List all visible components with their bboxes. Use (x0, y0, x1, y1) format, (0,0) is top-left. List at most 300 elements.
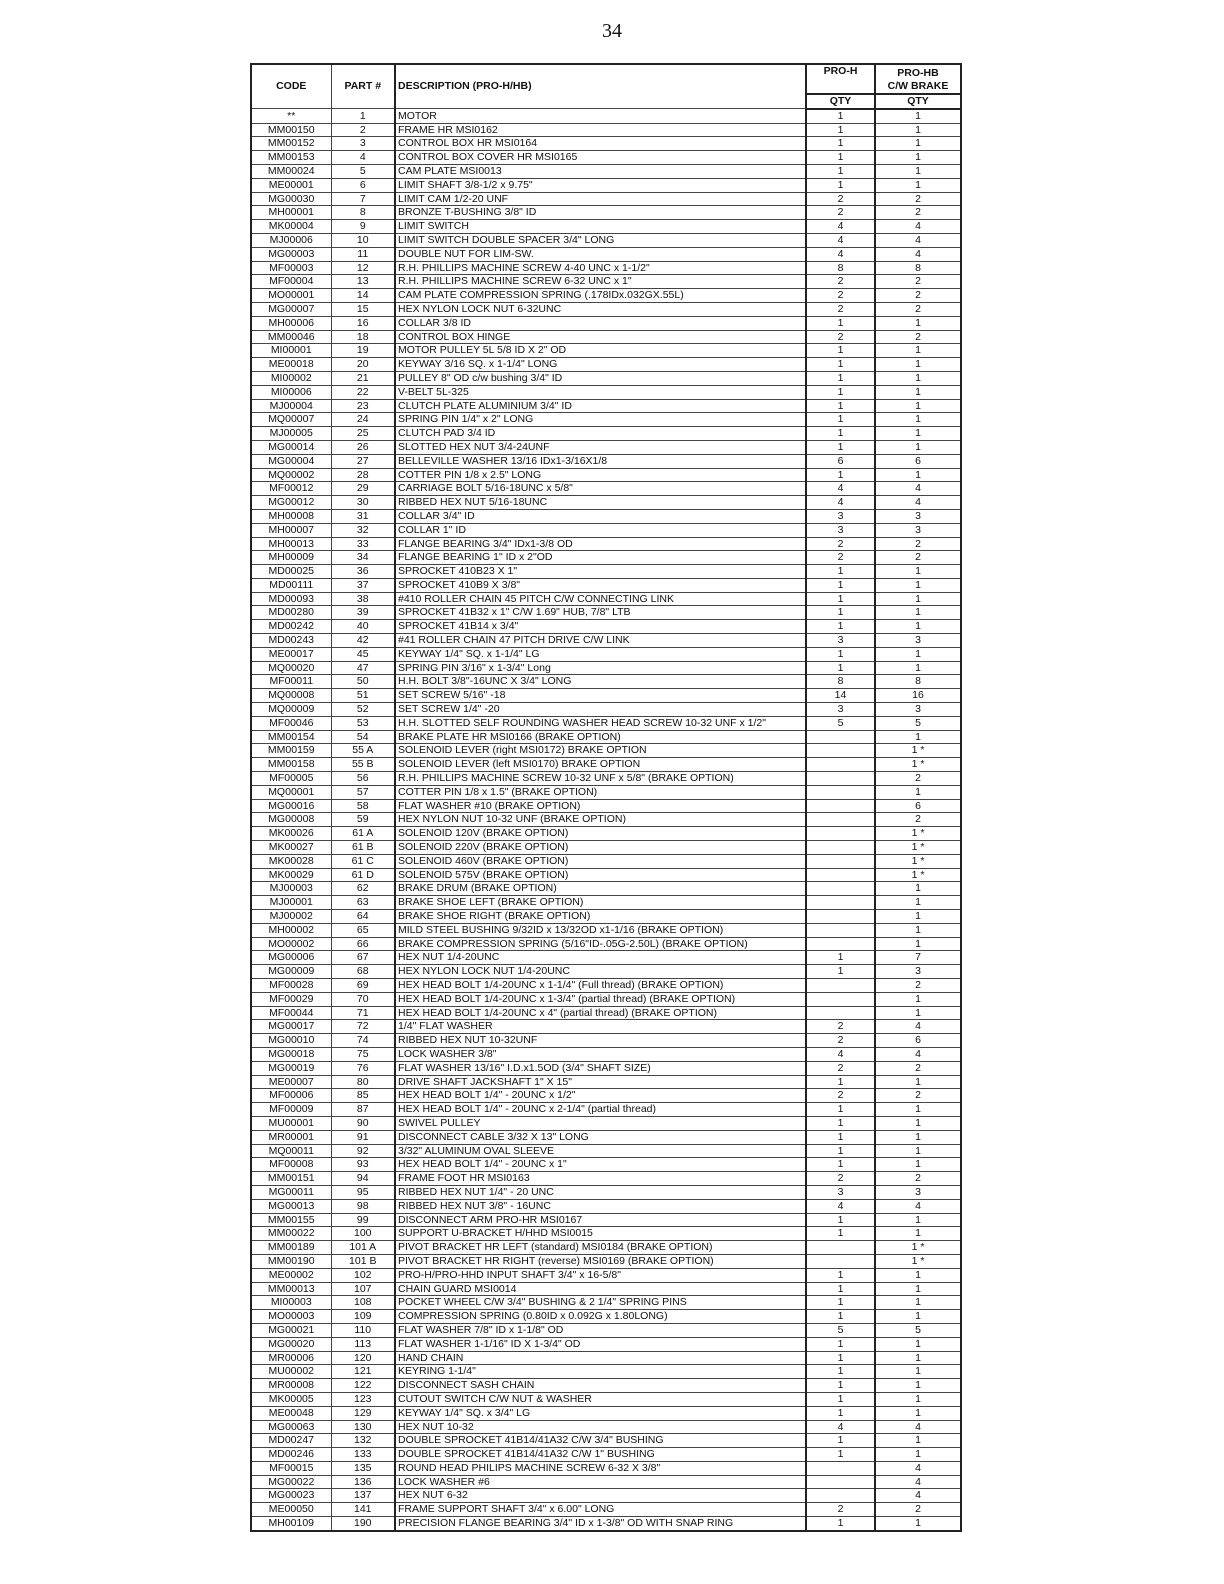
part-number: 70 (331, 992, 395, 1006)
qty-pro-hb: 1 (875, 1448, 961, 1462)
part-description: SWIVEL PULLEY (395, 1116, 806, 1130)
table-row (251, 799, 961, 813)
part-number: 58 (331, 799, 395, 813)
part-number: 18 (331, 330, 395, 344)
qty-pro-hb: 1 (875, 1227, 961, 1241)
part-description: CAM PLATE MSI0013 (395, 164, 806, 178)
qty-pro-hb: 1 (875, 1103, 961, 1117)
table-row (251, 592, 961, 606)
qty-pro-h: 1 (806, 1517, 875, 1531)
qty-pro-hb: 1 (875, 620, 961, 634)
part-number: 7 (331, 192, 395, 206)
table-row (251, 1296, 961, 1310)
part-description: COTTER PIN 1/8 x 1.5" (BRAKE OPTION) (395, 785, 806, 799)
part-number: 74 (331, 1034, 395, 1048)
part-number: 16 (331, 316, 395, 330)
qty-pro-hb: 1 (875, 178, 961, 192)
part-code: MG00011 (251, 1185, 331, 1199)
part-description: R.H. PHILLIPS MACHINE SCREW 4-40 UNC x 1-1/2" (395, 261, 806, 275)
qty-pro-h: 2 (806, 1172, 875, 1186)
table-row (251, 1075, 961, 1089)
qty-pro-h: 1 (806, 965, 875, 979)
part-description: CONTROL BOX HR MSI0164 (395, 137, 806, 151)
part-description: #41 ROLLER CHAIN 47 PITCH DRIVE C/W LINK (395, 634, 806, 648)
part-number: 123 (331, 1392, 395, 1406)
qty-pro-hb: 1 (875, 1337, 961, 1351)
part-number: 102 (331, 1268, 395, 1282)
part-description: H.H. SLOTTED SELF ROUNDING WASHER HEAD SCREW 10-32 UNF x 1/2" (395, 716, 806, 730)
part-description: LIMIT SHAFT 3/8-1/2 x 9.75" (395, 178, 806, 192)
part-code: MH00009 (251, 551, 331, 565)
table-row (251, 1061, 961, 1075)
part-code: MF00029 (251, 992, 331, 1006)
qty-pro-hb: 1 * (875, 744, 961, 758)
part-code: MU00001 (251, 1116, 331, 1130)
qty-pro-hb: 1 (875, 1213, 961, 1227)
qty-pro-hb: 2 (875, 813, 961, 827)
qty-pro-h: 1 (806, 606, 875, 620)
qty-pro-hb: 4 (875, 220, 961, 234)
part-code: MG00030 (251, 192, 331, 206)
part-code: MO00001 (251, 289, 331, 303)
qty-pro-hb: 1 (875, 1379, 961, 1393)
qty-pro-hb: 4 (875, 1489, 961, 1503)
qty-pro-h: 1 (806, 1434, 875, 1448)
part-number: 47 (331, 661, 395, 675)
qty-pro-h (806, 1461, 875, 1475)
qty-pro-hb: 1 (875, 1365, 961, 1379)
part-number: 8 (331, 206, 395, 220)
part-description: HEX NUT 6-32 (395, 1489, 806, 1503)
part-number: 120 (331, 1351, 395, 1365)
part-description: COMPRESSION SPRING (0.80ID x 0.092G x 1.80LONG) (395, 1310, 806, 1324)
part-number: 66 (331, 937, 395, 951)
qty-pro-h: 2 (806, 330, 875, 344)
qty-pro-hb: 1 (875, 992, 961, 1006)
part-code: MG00010 (251, 1034, 331, 1048)
part-description: SPROCKET 41B14 x 3/4" (395, 620, 806, 634)
part-description: FLAT WASHER 7/8" ID x 1-1/8" OD (395, 1323, 806, 1337)
part-code: MG00023 (251, 1489, 331, 1503)
part-number: 14 (331, 289, 395, 303)
qty-pro-h (806, 785, 875, 799)
table-row (251, 716, 961, 730)
part-description: SOLENOID 460V (BRAKE OPTION) (395, 854, 806, 868)
part-code: MR00001 (251, 1130, 331, 1144)
part-number: 28 (331, 468, 395, 482)
part-code: MQ00001 (251, 785, 331, 799)
part-description: LIMIT SWITCH (395, 220, 806, 234)
table-row (251, 289, 961, 303)
qty-pro-hb: 1 (875, 1158, 961, 1172)
table-row (251, 164, 961, 178)
part-code: MM00154 (251, 730, 331, 744)
part-description: COLLAR 3/4" ID (395, 509, 806, 523)
qty-pro-h: 1 (806, 1351, 875, 1365)
qty-pro-h: 1 (806, 1448, 875, 1462)
part-description: R.H. PHILLIPS MACHINE SCREW 10-32 UNF x 5/8" (BRAKE OPTION) (395, 772, 806, 786)
qty-pro-h: 2 (806, 1089, 875, 1103)
part-code: MG00063 (251, 1420, 331, 1434)
qty-pro-hb: 3 (875, 703, 961, 717)
part-code: MK00026 (251, 827, 331, 841)
part-description: DOUBLE SPROCKET 41B14/41A32 C/W 1" BUSHING (395, 1448, 806, 1462)
qty-pro-h: 1 (806, 123, 875, 137)
qty-pro-h: 1 (806, 592, 875, 606)
qty-pro-hb: 4 (875, 1020, 961, 1034)
table-row (251, 1034, 961, 1048)
part-description: MILD STEEL BUSHING 9/32ID x 13/32OD x1-1/16 (BRAKE OPTION) (395, 923, 806, 937)
qty-pro-hb: 1 (875, 385, 961, 399)
table-row (251, 123, 961, 137)
part-description: FRAME FOOT HR MSI0163 (395, 1172, 806, 1186)
part-description: SET SCREW 5/16" -18 (395, 689, 806, 703)
part-number: 30 (331, 496, 395, 510)
part-code: MJ00001 (251, 896, 331, 910)
table-row (251, 1517, 961, 1531)
qty-pro-hb: 1 (875, 882, 961, 896)
table-row (251, 1158, 961, 1172)
part-number: 91 (331, 1130, 395, 1144)
qty-pro-h: 2 (806, 1061, 875, 1075)
part-description: PIVOT BRACKET HR RIGHT (reverse) MSI0169 (BRAKE OPTION) (395, 1254, 806, 1268)
part-code: MU00002 (251, 1365, 331, 1379)
part-code: ** (251, 109, 331, 123)
part-number: 50 (331, 675, 395, 689)
part-description: #410 ROLLER CHAIN 45 PITCH C/W CONNECTING LINK (395, 592, 806, 606)
table-row (251, 233, 961, 247)
qty-pro-hb: 1 * (875, 854, 961, 868)
part-code: MG00013 (251, 1199, 331, 1213)
part-number: 20 (331, 358, 395, 372)
qty-pro-hb: 1 (875, 151, 961, 165)
qty-pro-hb: 1 (875, 1268, 961, 1282)
part-description: CARRIAGE BOLT 5/16-18UNC x 5/8" (395, 482, 806, 496)
qty-pro-h: 2 (806, 1020, 875, 1034)
qty-pro-hb: 2 (875, 192, 961, 206)
part-number: 107 (331, 1282, 395, 1296)
qty-pro-h: 6 (806, 454, 875, 468)
qty-pro-hb: 1 (875, 578, 961, 592)
qty-pro-hb: 1 (875, 661, 961, 675)
qty-pro-h: 4 (806, 220, 875, 234)
qty-pro-hb: 2 (875, 772, 961, 786)
part-description: BRONZE T-BUSHING 3/8" ID (395, 206, 806, 220)
table-row (251, 344, 961, 358)
qty-pro-h: 1 (806, 565, 875, 579)
table-row (251, 744, 961, 758)
qty-pro-hb: 8 (875, 261, 961, 275)
part-number: 137 (331, 1489, 395, 1503)
part-code: MG00014 (251, 440, 331, 454)
part-number: 76 (331, 1061, 395, 1075)
part-code: MH00013 (251, 537, 331, 551)
qty-pro-hb: 1 * (875, 841, 961, 855)
part-description: HEX NYLON NUT 10-32 UNF (BRAKE OPTION) (395, 813, 806, 827)
part-code: ME00002 (251, 1268, 331, 1282)
part-number: 61 C (331, 854, 395, 868)
table-row (251, 178, 961, 192)
table-row (251, 537, 961, 551)
part-code: MF00008 (251, 1158, 331, 1172)
qty-pro-hb: 1 * (875, 868, 961, 882)
part-description: CLUTCH PAD 3/4 ID (395, 427, 806, 441)
part-code: MD00243 (251, 634, 331, 648)
part-number: 135 (331, 1461, 395, 1475)
part-description: COLLAR 3/8 ID (395, 316, 806, 330)
parts-table (250, 63, 962, 1532)
table-row (251, 330, 961, 344)
part-description: V-BELT 5L-325 (395, 385, 806, 399)
qty-pro-hb: 1 (875, 647, 961, 661)
qty-pro-h: 3 (806, 509, 875, 523)
part-number: 113 (331, 1337, 395, 1351)
qty-pro-h (806, 841, 875, 855)
qty-pro-hb: 1 (875, 606, 961, 620)
table-row (251, 496, 961, 510)
table-row (251, 689, 961, 703)
part-description: PRO-H/PRO-HHD INPUT SHAFT 3/4" x 16-5/8" (395, 1268, 806, 1282)
qty-pro-h: 1 (806, 399, 875, 413)
part-number: 80 (331, 1075, 395, 1089)
part-number: 75 (331, 1047, 395, 1061)
part-code: MJ00006 (251, 233, 331, 247)
qty-pro-hb: 1 (875, 1075, 961, 1089)
qty-pro-h: 2 (806, 1034, 875, 1048)
part-description: SPROCKET 410B23 X 1" (395, 565, 806, 579)
table-row (251, 1213, 961, 1227)
qty-pro-hb: 1 (875, 358, 961, 372)
table-row (251, 827, 961, 841)
part-number: 2 (331, 123, 395, 137)
part-description: SOLENOID 575V (BRAKE OPTION) (395, 868, 806, 882)
part-number: 55 A (331, 744, 395, 758)
part-number: 33 (331, 537, 395, 551)
qty-pro-hb: 3 (875, 965, 961, 979)
part-number: 109 (331, 1310, 395, 1324)
table-row (251, 1116, 961, 1130)
part-description: BRAKE SHOE LEFT (BRAKE OPTION) (395, 896, 806, 910)
qty-pro-h: 8 (806, 675, 875, 689)
part-description: SUPPORT U-BRACKET H/HHD MSI0015 (395, 1227, 806, 1241)
qty-pro-h: 2 (806, 537, 875, 551)
qty-pro-h: 1 (806, 109, 875, 123)
qty-pro-h (806, 744, 875, 758)
qty-pro-h: 1 (806, 1282, 875, 1296)
qty-pro-h: 1 (806, 178, 875, 192)
qty-pro-h: 1 (806, 385, 875, 399)
table-row (251, 1103, 961, 1117)
table-row (251, 1448, 961, 1462)
part-number: 64 (331, 910, 395, 924)
part-code: MH00002 (251, 923, 331, 937)
part-description: DRIVE SHAFT JACKSHAFT 1" X 15" (395, 1075, 806, 1089)
qty-pro-hb: 1 (875, 137, 961, 151)
table-row (251, 427, 961, 441)
table-row (251, 109, 961, 123)
table-row (251, 1420, 961, 1434)
part-code: MM00151 (251, 1172, 331, 1186)
part-description: LIMIT SWITCH DOUBLE SPACER 3/4" LONG (395, 233, 806, 247)
qty-pro-h: 2 (806, 192, 875, 206)
table-row (251, 1489, 961, 1503)
part-code: MG00012 (251, 496, 331, 510)
part-description: HEX HEAD BOLT 1/4-20UNC x 1-1/4" (Full thread) (BRAKE OPTION) (395, 979, 806, 993)
qty-pro-h: 1 (806, 647, 875, 661)
qty-pro-hb: 1 (875, 1310, 961, 1324)
qty-pro-hb: 1 (875, 592, 961, 606)
part-code: MG00017 (251, 1020, 331, 1034)
table-row (251, 910, 961, 924)
part-number: 12 (331, 261, 395, 275)
part-code: MJ00005 (251, 427, 331, 441)
part-description: KEYWAY 3/16 SQ. x 1-1/4" LONG (395, 358, 806, 372)
part-description: RIBBED HEX NUT 1/4" - 20 UNC (395, 1185, 806, 1199)
part-description: HEX NUT 1/4-20UNC (395, 951, 806, 965)
qty-pro-hb: 1 (875, 468, 961, 482)
part-code: MG00007 (251, 302, 331, 316)
part-number: 93 (331, 1158, 395, 1172)
part-code: MD00111 (251, 578, 331, 592)
qty-pro-hb: 1 (875, 164, 961, 178)
part-number: 63 (331, 896, 395, 910)
qty-pro-hb: 4 (875, 482, 961, 496)
qty-pro-h: 14 (806, 689, 875, 703)
qty-pro-hb: 2 (875, 330, 961, 344)
table-row (251, 137, 961, 151)
qty-pro-h: 1 (806, 661, 875, 675)
part-description: 1/4" FLAT WASHER (395, 1020, 806, 1034)
qty-pro-h (806, 1241, 875, 1255)
qty-pro-hb: 2 (875, 1503, 961, 1517)
qty-pro-h: 1 (806, 1310, 875, 1324)
part-description: SOLENOID 120V (BRAKE OPTION) (395, 827, 806, 841)
part-code: MF00003 (251, 261, 331, 275)
qty-pro-h: 1 (806, 440, 875, 454)
part-code: MQ00011 (251, 1144, 331, 1158)
table-row (251, 1379, 961, 1393)
part-description: CUTOUT SWITCH C/W NUT & WASHER (395, 1392, 806, 1406)
qty-pro-h (806, 910, 875, 924)
part-description: FRAME HR MSI0162 (395, 123, 806, 137)
table-row (251, 923, 961, 937)
qty-pro-hb: 1 (875, 937, 961, 951)
part-code: MQ00020 (251, 661, 331, 675)
qty-pro-h: 2 (806, 206, 875, 220)
part-description: HEX HEAD BOLT 1/4-20UNC x 1-3/4" (partial thread) (BRAKE OPTION) (395, 992, 806, 1006)
part-number: 22 (331, 385, 395, 399)
part-number: 52 (331, 703, 395, 717)
table-row (251, 634, 961, 648)
qty-pro-hb: 1 (875, 371, 961, 385)
qty-pro-hb: 1 (875, 440, 961, 454)
qty-pro-hb: 7 (875, 951, 961, 965)
qty-pro-hb: 16 (875, 689, 961, 703)
part-number: 1 (331, 109, 395, 123)
part-description: KEYWAY 1/4" SQ. x 3/4" LG (395, 1406, 806, 1420)
qty-pro-h (806, 730, 875, 744)
part-description: 3/32" ALUMINUM OVAL SLEEVE (395, 1144, 806, 1158)
table-row (251, 468, 961, 482)
part-code: MM00153 (251, 151, 331, 165)
qty-pro-hb: 1 (875, 1296, 961, 1310)
table-row (251, 896, 961, 910)
part-description: SOLENOID 220V (BRAKE OPTION) (395, 841, 806, 855)
qty-pro-hb: 2 (875, 979, 961, 993)
part-code: MM00150 (251, 123, 331, 137)
table-row (251, 413, 961, 427)
part-code: MG00008 (251, 813, 331, 827)
table-row (251, 785, 961, 799)
part-description: CLUTCH PLATE ALUMINIUM 3/4" ID (395, 399, 806, 413)
part-description: MOTOR PULLEY 5L 5/8 ID X 2" OD (395, 344, 806, 358)
table-row (251, 1503, 961, 1517)
part-code: MH00109 (251, 1517, 331, 1531)
header-description: DESCRIPTION (PRO-H/HB) (395, 64, 806, 109)
part-number: 67 (331, 951, 395, 965)
part-description: SET SCREW 1/4" -20 (395, 703, 806, 717)
part-description: KEYWAY 1/4" SQ. x 1-1/4" LG (395, 647, 806, 661)
table-row (251, 620, 961, 634)
part-code: MK00027 (251, 841, 331, 855)
part-description: HEX NUT 10-32 (395, 1420, 806, 1434)
part-code: MJ00002 (251, 910, 331, 924)
part-number: 72 (331, 1020, 395, 1034)
qty-pro-h: 4 (806, 482, 875, 496)
table-row (251, 992, 961, 1006)
part-description: PRECISION FLANGE BEARING 3/4" ID x 1-3/8" OD WITH SNAP RING (395, 1517, 806, 1531)
table-row (251, 965, 961, 979)
table-row (251, 1047, 961, 1061)
qty-pro-h (806, 979, 875, 993)
table-row (251, 1130, 961, 1144)
qty-pro-h: 1 (806, 1103, 875, 1117)
table-row (251, 565, 961, 579)
table-row (251, 1434, 961, 1448)
qty-pro-h: 1 (806, 578, 875, 592)
table-row (251, 1282, 961, 1296)
table-row (251, 482, 961, 496)
table-row (251, 151, 961, 165)
qty-pro-hb: 1 (875, 399, 961, 413)
qty-pro-hb: 1 (875, 1006, 961, 1020)
part-number: 71 (331, 1006, 395, 1020)
table-row (251, 868, 961, 882)
part-number: 92 (331, 1144, 395, 1158)
part-description: HEX HEAD BOLT 1/4" - 20UNC x 1" (395, 1158, 806, 1172)
qty-pro-h (806, 1254, 875, 1268)
part-code: MF00005 (251, 772, 331, 786)
part-description: SOLENOID LEVER (right MSI0172) BRAKE OPTION (395, 744, 806, 758)
part-number: 62 (331, 882, 395, 896)
part-code: MK00004 (251, 220, 331, 234)
part-number: 69 (331, 979, 395, 993)
qty-pro-h: 4 (806, 1420, 875, 1434)
qty-pro-hb: 2 (875, 1061, 961, 1075)
part-code: MM00189 (251, 1241, 331, 1255)
qty-pro-h: 1 (806, 1227, 875, 1241)
part-description: CAM PLATE COMPRESSION SPRING (.178IDx.032GX.55L) (395, 289, 806, 303)
part-description: PIVOT BRACKET HR LEFT (standard) MSI0184 (BRAKE OPTION) (395, 1241, 806, 1255)
qty-pro-h (806, 854, 875, 868)
part-code: MI00001 (251, 344, 331, 358)
qty-pro-hb: 8 (875, 675, 961, 689)
part-description: DOUBLE SPROCKET 41B14/41A32 C/W 3/4" BUSHING (395, 1434, 806, 1448)
qty-pro-h: 1 (806, 1337, 875, 1351)
part-code: MM00158 (251, 758, 331, 772)
part-code: MH00007 (251, 523, 331, 537)
part-number: 87 (331, 1103, 395, 1117)
